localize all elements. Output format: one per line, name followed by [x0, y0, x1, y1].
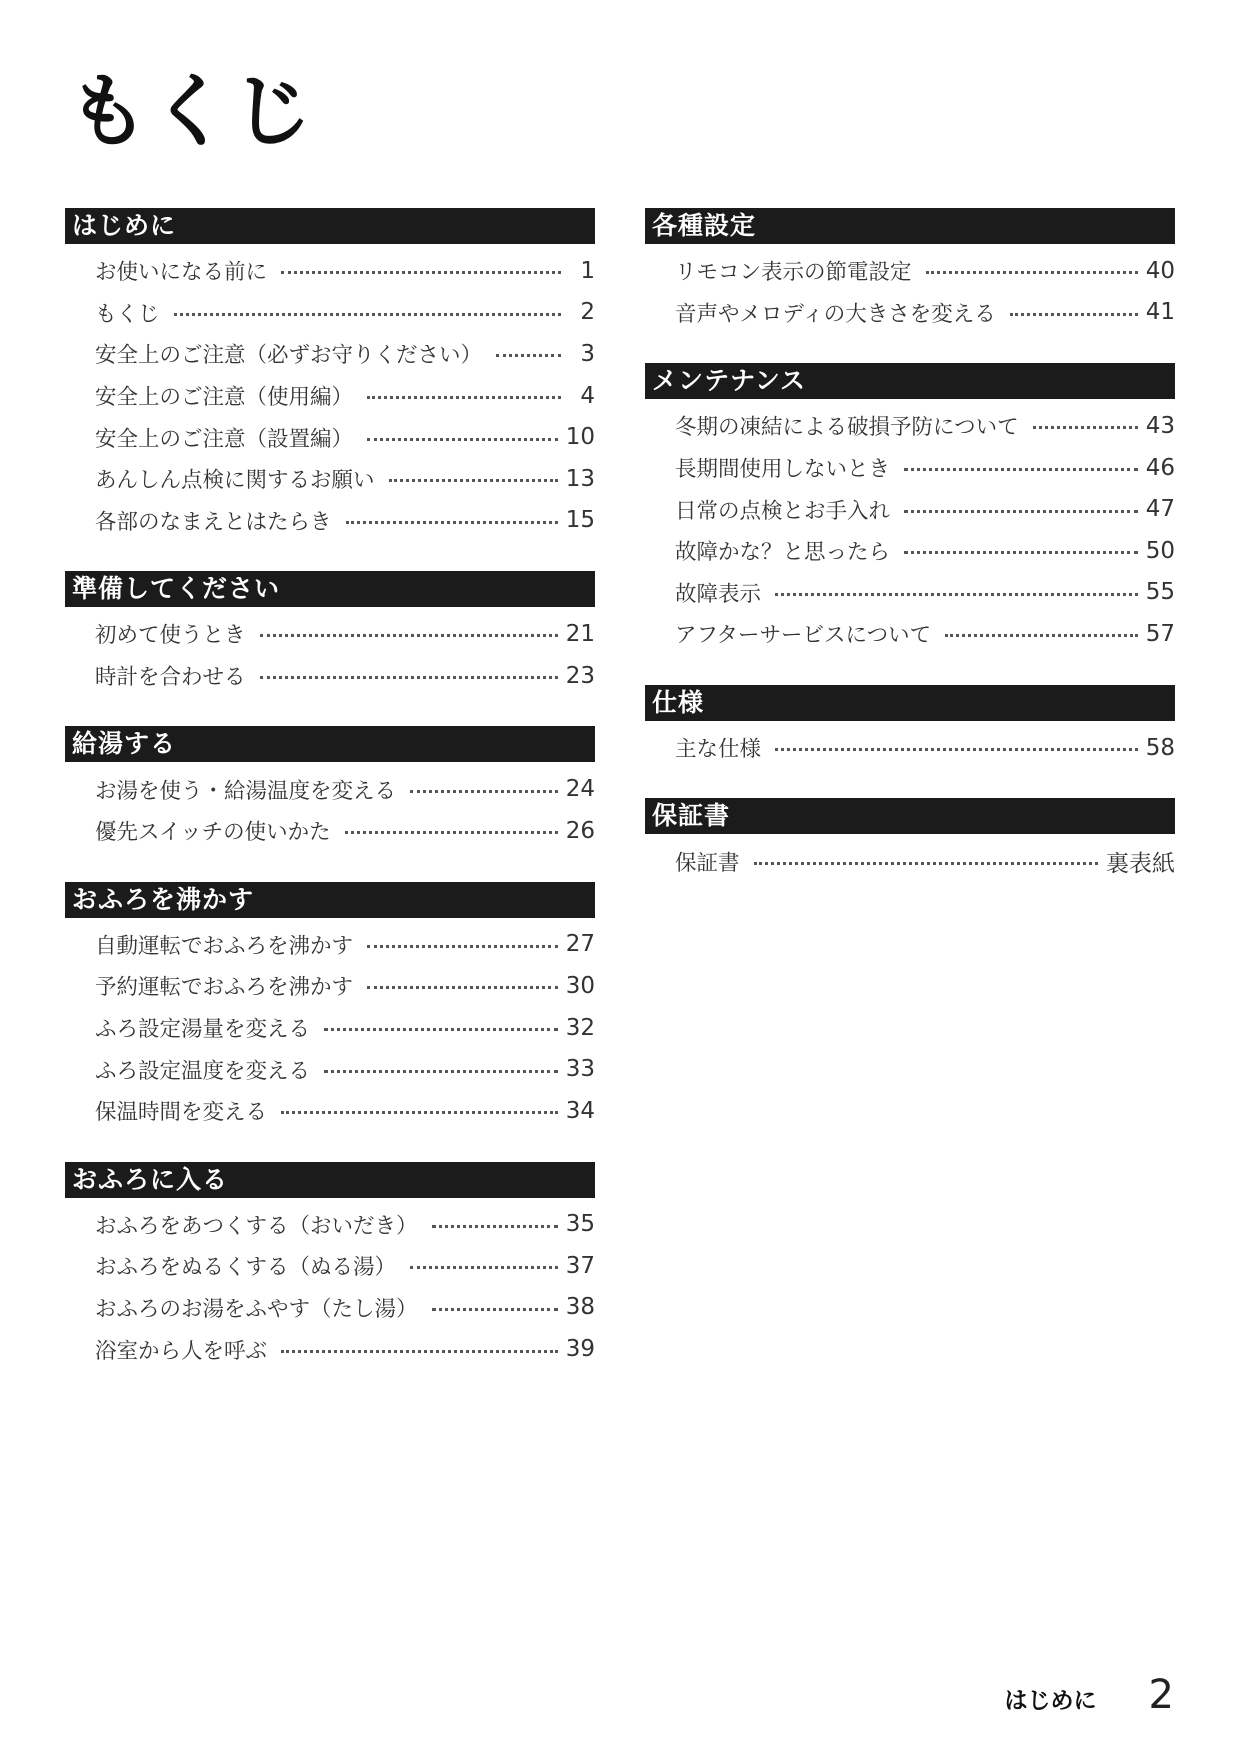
dot-leader: [324, 1070, 558, 1073]
toc-entry-page: 50: [1145, 537, 1175, 564]
dot-leader: [345, 831, 558, 834]
toc-entry[interactable]: [645, 613, 1175, 655]
toc-entry-label: 音声やメロディの大きさを変える: [675, 301, 996, 327]
dot-leader: [367, 945, 558, 948]
toc-section: [645, 685, 1175, 769]
toc-entry-label: 自動運転でおふろを沸かす: [95, 933, 354, 959]
section-header: 準備してください: [65, 571, 595, 607]
toc-entry-page: 21: [565, 620, 595, 647]
dot-leader: [367, 438, 558, 441]
toc-entry-page: 37: [565, 1252, 595, 1279]
toc-entry[interactable]: [645, 572, 1175, 614]
toc-entry[interactable]: [65, 768, 595, 810]
toc-entry[interactable]: [65, 810, 595, 852]
toc-entry-label: お湯を使う・給湯温度を変える: [95, 778, 397, 804]
dot-leader: [904, 468, 1138, 471]
toc-entry[interactable]: [645, 447, 1175, 489]
toc-entry[interactable]: [65, 500, 595, 542]
toc-entry[interactable]: [65, 1090, 595, 1132]
toc-entry[interactable]: [645, 488, 1175, 530]
toc-section: [65, 571, 595, 696]
page-number: 2: [1148, 1672, 1174, 1718]
toc-entry-page: 24: [565, 776, 595, 803]
dot-leader: [260, 634, 558, 637]
toc-entry[interactable]: [65, 333, 595, 375]
toc-entry[interactable]: [65, 655, 595, 697]
toc-entry-list: [65, 1198, 595, 1370]
toc-entry[interactable]: [65, 250, 595, 292]
dot-leader: [367, 986, 558, 989]
dot-leader: [346, 521, 558, 524]
toc-entry-page: 23: [565, 662, 595, 689]
toc-right-column: [645, 208, 1175, 912]
toc-entry[interactable]: [645, 250, 1175, 292]
toc-entry-label: リモコン表示の節電設定: [675, 260, 912, 286]
page-title: もくじ: [68, 65, 314, 158]
dot-leader: [281, 1111, 558, 1114]
toc-section: [65, 726, 595, 851]
dot-leader: [432, 1308, 558, 1311]
toc-entry-page: 27: [565, 931, 595, 958]
toc-entry-label: 安全上のご注意（必ずお守りください）: [95, 343, 483, 369]
toc-entry-page: 13: [565, 465, 595, 492]
toc-entry-page: 3: [580, 340, 595, 367]
toc-entry-page: 33: [565, 1056, 595, 1083]
toc-entry-label: 長期間使用しないとき: [675, 457, 891, 483]
toc-entry[interactable]: [645, 405, 1175, 447]
toc-section: [65, 208, 595, 541]
toc-section: [645, 208, 1175, 333]
dot-leader: [926, 271, 1138, 274]
toc-entry-list: [645, 244, 1175, 333]
toc-entry-page: 41: [1145, 299, 1175, 326]
toc-entry-label: 保証書: [675, 850, 740, 876]
section-header: はじめに: [65, 208, 595, 244]
dot-leader: [1010, 313, 1138, 316]
toc-entry-page: 35: [565, 1211, 595, 1238]
section-header: 各種設定: [645, 208, 1175, 244]
toc-entry-label: 主な仕様: [675, 737, 762, 763]
toc-entry[interactable]: [645, 727, 1175, 769]
toc-entry[interactable]: [645, 292, 1175, 334]
toc-entry[interactable]: [65, 375, 595, 417]
toc-entry-label: おふろのお湯をふやす（たし湯）: [95, 1296, 418, 1322]
toc-entry-page: 38: [565, 1294, 595, 1321]
toc-entry-label: 優先スイッチの使いかた: [95, 820, 331, 846]
toc-entry-label: 故障表示: [675, 581, 762, 607]
section-header: メンテナンス: [645, 363, 1175, 399]
toc-entry-page: 55: [1145, 579, 1175, 606]
toc-entry-label: 時計を合わせる: [95, 665, 246, 691]
dot-leader: [260, 676, 558, 679]
toc-entry-page: 46: [1145, 454, 1175, 481]
toc-entry-label: ふろ設定湯量を変える: [95, 1017, 311, 1043]
page-footer: [1005, 1672, 1174, 1718]
toc-entry-page: 30: [565, 972, 595, 999]
toc-entry-label: 保温時間を変える: [95, 1100, 268, 1126]
toc-entry[interactable]: [65, 1048, 595, 1090]
dot-leader: [775, 748, 1138, 751]
dot-leader: [281, 271, 561, 274]
dot-leader: [410, 1266, 558, 1269]
dot-leader: [904, 551, 1138, 554]
toc-entry-label: アフターサービスについて: [675, 623, 932, 649]
toc-entry-page: 32: [565, 1014, 595, 1041]
toc-entry-list: [65, 607, 595, 696]
dot-leader: [174, 313, 561, 316]
toc-entry-list: [645, 721, 1175, 769]
toc-entry-label: 安全上のご注意（使用編）: [95, 385, 354, 411]
toc-entry[interactable]: [65, 1328, 595, 1370]
section-header: 保証書: [645, 798, 1175, 834]
dot-leader: [775, 593, 1138, 596]
toc-entry-list: [65, 762, 595, 851]
toc-entry-page: 47: [1145, 496, 1175, 523]
dot-leader: [389, 479, 558, 482]
dot-leader: [945, 634, 1138, 637]
dot-leader: [367, 396, 561, 399]
toc-entry-list: [645, 399, 1175, 655]
toc-entry-page: 39: [565, 1336, 595, 1363]
toc-entry[interactable]: [65, 1287, 595, 1329]
toc-entry-page: 40: [1145, 257, 1175, 284]
toc-entry-label: ふろ設定温度を変える: [95, 1058, 311, 1084]
toc-entry-label: 各部のなまえとはたらき: [95, 509, 332, 535]
dot-leader: [281, 1350, 558, 1353]
toc-entry[interactable]: [65, 292, 595, 334]
toc-entry-list: [65, 244, 595, 541]
toc-entry-label: 予約運転でおふろを沸かす: [95, 975, 354, 1001]
toc-section: [645, 798, 1175, 882]
toc-entry[interactable]: [65, 965, 595, 1007]
toc-entry-label: 安全上のご注意（設置編）: [95, 426, 354, 452]
toc-entry-label: 浴室から人を呼ぶ: [95, 1338, 268, 1364]
section-header: おふろを沸かす: [65, 882, 595, 918]
toc-entry[interactable]: [65, 416, 595, 458]
toc-entry-label: おふろをぬるくする（ぬる湯）: [95, 1255, 397, 1281]
dot-leader: [1033, 426, 1138, 429]
toc-section: [645, 363, 1175, 655]
toc-entry-list: [65, 918, 595, 1132]
toc-entry-page: 43: [1145, 412, 1175, 439]
toc-entry-label: もくじ: [95, 301, 160, 327]
dot-leader: [754, 862, 1098, 865]
toc-entry-label: 故障かな？と思ったら: [675, 540, 891, 566]
toc-section: [65, 1162, 595, 1370]
footer-section-label: はじめに: [1004, 1688, 1097, 1714]
toc-entry-page: 1: [580, 257, 595, 284]
toc-entry-page: 15: [565, 507, 595, 534]
toc-left-column: [65, 208, 595, 1400]
toc-entry-page: 2: [580, 299, 595, 326]
toc-entry[interactable]: [65, 1204, 595, 1246]
toc-entry[interactable]: [65, 613, 595, 655]
toc-entry[interactable]: [65, 1007, 595, 1049]
dot-leader: [496, 354, 561, 357]
toc-entry[interactable]: [65, 458, 595, 500]
dot-leader: [410, 790, 558, 793]
toc-entry-label: お使いになる前に: [95, 260, 268, 286]
toc-section: [65, 882, 595, 1132]
toc-entry-label: 日常の点検とお手入れ: [675, 498, 891, 524]
toc-entry-page: 26: [565, 817, 595, 844]
toc-entry[interactable]: [65, 1245, 595, 1287]
dot-leader: [904, 510, 1138, 513]
toc-entry-page: 34: [565, 1097, 595, 1124]
dot-leader: [432, 1225, 558, 1228]
toc-entry-page: 58: [1145, 734, 1175, 761]
toc-entry-page: 4: [580, 382, 595, 409]
section-header: 仕様: [645, 685, 1175, 721]
toc-entry[interactable]: [645, 840, 1175, 882]
toc-entry-label: おふろをあつくする（おいだき）: [95, 1213, 418, 1239]
toc-entry-page: 10: [565, 424, 595, 451]
toc-entry[interactable]: [65, 924, 595, 966]
toc-entry[interactable]: [645, 530, 1175, 572]
dot-leader: [324, 1028, 558, 1031]
toc-entry-label: あんしん点検に関するお願い: [95, 468, 375, 494]
toc-entry-page: 裏表紙: [1106, 850, 1175, 877]
section-header: 給湯する: [65, 726, 595, 762]
toc-entry-label: 初めて使うとき: [95, 623, 246, 649]
section-header: おふろに入る: [65, 1162, 595, 1198]
toc-entry-page: 57: [1145, 620, 1175, 647]
toc-entry-label: 冬期の凍結による破損予防について: [675, 415, 1019, 441]
toc-entry-list: [645, 834, 1175, 882]
